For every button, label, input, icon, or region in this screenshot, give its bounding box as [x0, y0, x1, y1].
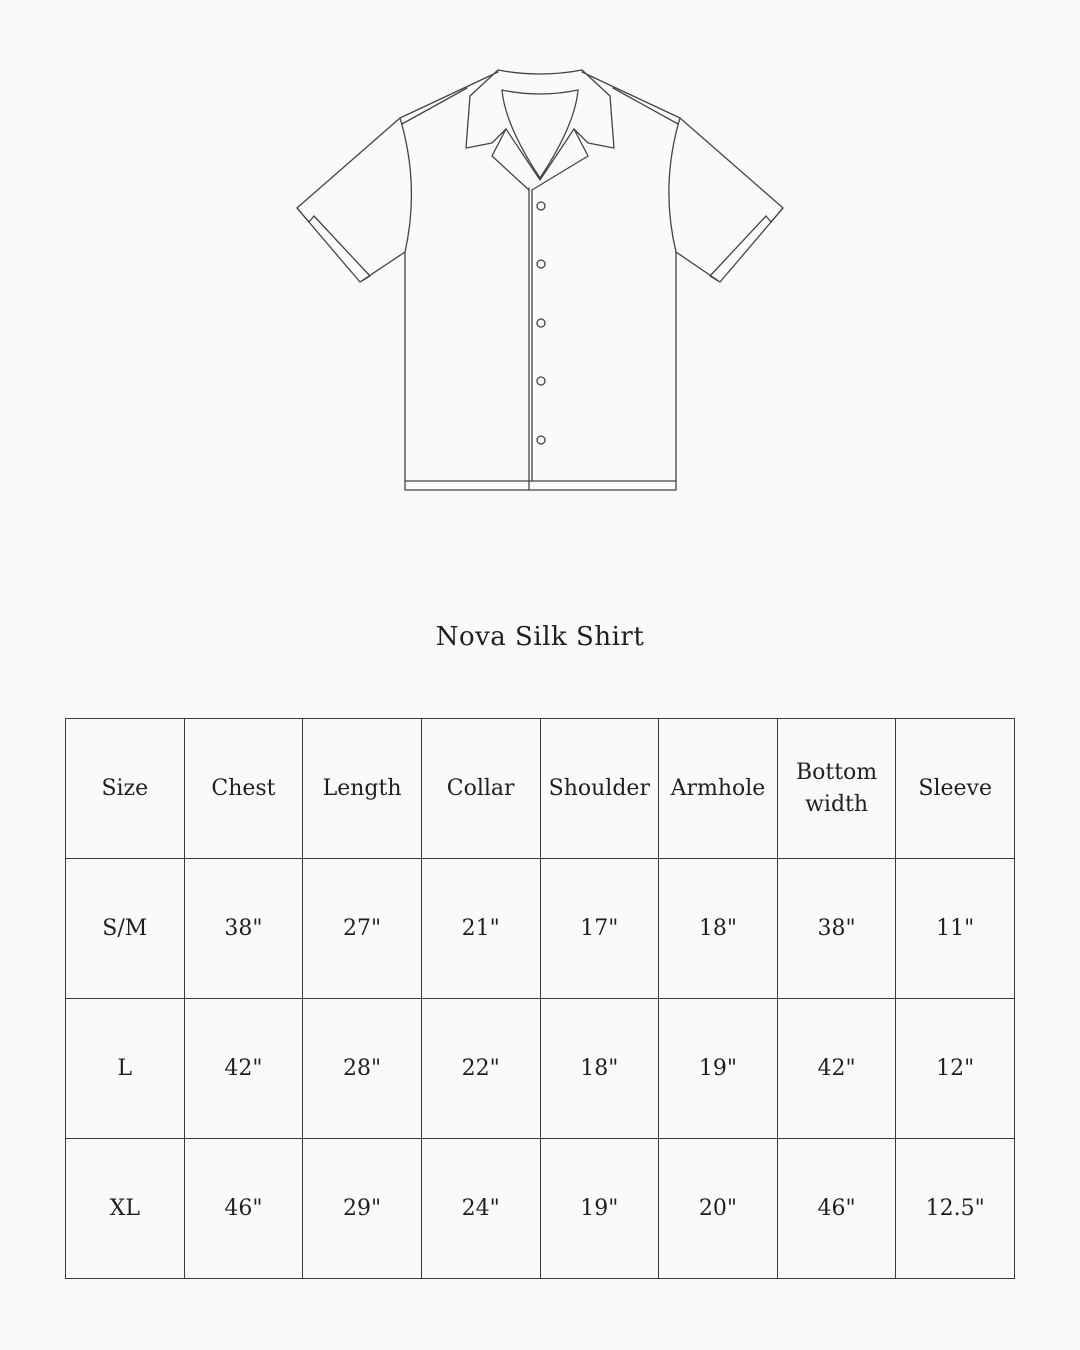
table-cell: 22" — [421, 999, 540, 1139]
table-cell: S/M — [66, 859, 185, 999]
table-cell: 46" — [777, 1139, 896, 1279]
table-cell: 11" — [896, 859, 1015, 999]
header-size: Size — [66, 719, 185, 859]
table-cell: 21" — [421, 859, 540, 999]
header-sleeve: Sleeve — [896, 719, 1015, 859]
table-row — [66, 859, 1015, 999]
header-bottom-width-label: Bottom width — [795, 759, 878, 817]
table-cell: 20" — [659, 1139, 778, 1279]
header-bottom-width — [777, 719, 896, 859]
short-sleeve-camp-collar-shirt-icon — [0, 0, 1080, 560]
table-cell: 29" — [303, 1139, 422, 1279]
header-length: Length — [303, 719, 422, 859]
size-chart-table — [65, 718, 1015, 1279]
table-row — [66, 1139, 1015, 1279]
table-cell: 19" — [540, 1139, 659, 1279]
table-cell: 18" — [540, 999, 659, 1139]
table-cell: 28" — [303, 999, 422, 1139]
header-collar: Collar — [421, 719, 540, 859]
table-cell: 12" — [896, 999, 1015, 1139]
table-cell: 24" — [421, 1139, 540, 1279]
table-row — [66, 999, 1015, 1139]
table-cell: 12.5" — [896, 1139, 1015, 1279]
table-cell: 46" — [184, 1139, 303, 1279]
table-cell: L — [66, 999, 185, 1139]
table-cell: 19" — [659, 999, 778, 1139]
header-armhole: Armhole — [659, 719, 778, 859]
header-chest: Chest — [184, 719, 303, 859]
table-cell: 42" — [184, 999, 303, 1139]
header-shoulder: Shoulder — [540, 719, 659, 859]
table-cell: 27" — [303, 859, 422, 999]
table-cell: 38" — [184, 859, 303, 999]
shirt-illustration — [0, 0, 1080, 560]
table-cell: 18" — [659, 859, 778, 999]
table-header-row — [66, 719, 1015, 859]
table-cell: XL — [66, 1139, 185, 1279]
table-cell: 42" — [777, 999, 896, 1139]
table-cell: 17" — [540, 859, 659, 999]
product-title: Nova Silk Shirt — [435, 622, 645, 652]
table-cell: 38" — [777, 859, 896, 999]
